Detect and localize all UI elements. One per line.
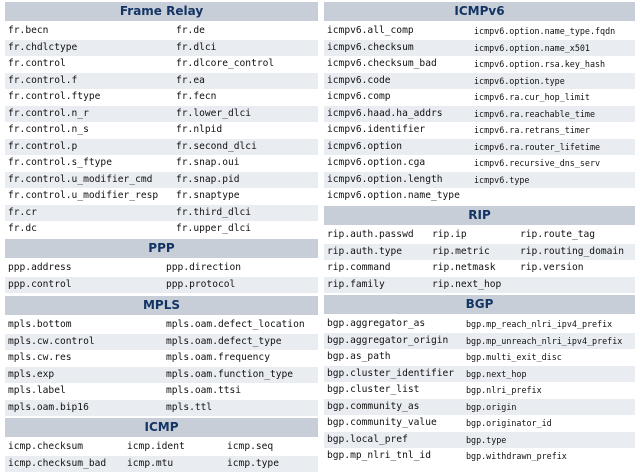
field-name: fr.third_dlci (176, 206, 252, 218)
field-name: fr.chdlctype (8, 41, 78, 53)
frame-relay-row (5, 89, 318, 106)
frame-relay-title: Frame Relay (5, 2, 318, 23)
field-name: fr.lower_dlci (176, 107, 252, 119)
field-name: rip.routing_domain (520, 245, 624, 257)
field-name: icmpv6.checksum (327, 41, 414, 53)
field-name: icmpv6.ra.reachable_time (474, 108, 596, 119)
field-name: fr.becn (8, 25, 49, 36)
bgp-row (324, 349, 635, 366)
icmpv6-row (324, 172, 635, 189)
field-name: icmpv6.checksum_bad (327, 58, 437, 69)
field-name: mpls.label (8, 385, 66, 396)
rip-row (324, 260, 635, 277)
field-name: bgp.community_value (327, 417, 437, 428)
icmp-row (5, 439, 318, 456)
frame-relay-row (5, 73, 318, 90)
mpls-row (5, 367, 318, 384)
field-name: icmpv6.option.length (327, 173, 443, 185)
field-name: bgp.as_path (327, 351, 391, 362)
rip-panel (324, 206, 635, 293)
icmpv6-row (324, 40, 635, 57)
mpls-row (5, 400, 318, 417)
icmpv6-title: ICMPv6 (324, 2, 635, 23)
field-name: fr.nlpid (176, 124, 223, 135)
field-name: mpls.oam.ttsi (166, 385, 242, 396)
field-name: fr.control.f (8, 74, 78, 86)
icmp-title: ICMP (5, 418, 318, 439)
bgp-row (324, 366, 635, 383)
field-name: icmpv6.option.type (474, 75, 565, 86)
bgp-row (324, 448, 635, 465)
field-name: icmpv6.haad.ha_addrs (327, 107, 443, 119)
icmpv6-row (324, 188, 635, 205)
field-name: mpls.oam.defect_location (166, 319, 305, 330)
field-name: fr.control (8, 58, 66, 69)
icmpv6-rows (324, 23, 635, 205)
field-name: mpls.oam.bip16 (8, 401, 89, 413)
field-name: bgp.cluster_list (327, 384, 420, 395)
field-name: ppp.address (8, 262, 72, 273)
bgp-row (324, 399, 635, 416)
field-name: icmp.checksum (8, 441, 84, 452)
field-name: bgp.origin (466, 401, 517, 412)
field-name: fr.control.p (8, 140, 78, 152)
rip-row (324, 227, 635, 244)
icmpv6-row (324, 89, 635, 106)
field-name: bgp.originator_id (466, 418, 552, 428)
field-name: bgp.next_hop (466, 368, 527, 379)
field-name: fr.control.s_ftype (8, 157, 112, 168)
frame-relay-row (5, 139, 318, 156)
field-name: fr.fecn (176, 91, 217, 102)
field-name: bgp.aggregator_as (327, 318, 426, 329)
frame-relay-row (5, 106, 318, 123)
icmpv6-row (324, 23, 635, 40)
field-name: icmp.type (227, 457, 279, 469)
field-name: bgp.withdrawn_prefix (466, 451, 567, 461)
field-name: rip.netmask (432, 262, 496, 273)
frame-relay-row (5, 205, 318, 222)
field-name: icmp.mtu (127, 457, 174, 469)
frame-relay-rows (5, 23, 318, 238)
ppp-row (5, 260, 318, 277)
field-name: rip.command (327, 262, 391, 273)
field-name: icmpv6.type (474, 174, 530, 185)
field-name: ppp.protocol (166, 278, 236, 290)
field-name: bgp.nlri_prefix (466, 385, 542, 395)
rip-row (324, 244, 635, 261)
field-name: rip.route_tag (520, 229, 596, 240)
field-name: bgp.mp_nlri_tnl_id (327, 450, 431, 461)
field-name: ppp.control (8, 278, 72, 290)
field-name: bgp.cluster_identifier (327, 367, 455, 379)
field-name: bgp.mp_unreach_nlri_ipv4_prefix (466, 335, 623, 346)
bgp-row (324, 415, 635, 432)
field-name: ppp.direction (166, 262, 242, 273)
rip-rows (324, 227, 635, 293)
frame-relay-row (5, 172, 318, 189)
field-name: icmp.checksum_bad (8, 457, 107, 469)
field-name: bgp.multi_exit_disc (466, 352, 562, 362)
field-name: fr.cr (8, 206, 37, 218)
field-name: rip.family (327, 278, 385, 290)
bgp-rows (324, 316, 635, 465)
field-name: fr.dlci (176, 41, 217, 53)
field-name: bgp.aggregator_origin (327, 334, 449, 346)
frame-relay-row (5, 40, 318, 57)
field-name: mpls.cw.res (8, 352, 72, 363)
frame-relay-row (5, 56, 318, 73)
icmp-row (5, 456, 318, 472)
field-name: icmpv6.option.name_type (327, 190, 460, 201)
field-name: fr.control.u_modifier_cmd (8, 173, 153, 185)
icmpv6-row (324, 155, 635, 172)
field-name: mpls.ttl (166, 401, 213, 413)
bgp-row (324, 333, 635, 350)
icmpv6-row (324, 73, 635, 90)
field-name: icmpv6.all_comp (327, 25, 414, 36)
field-name: icmpv6.recursive_dns_serv (474, 158, 601, 168)
field-name: icmpv6.ra.router_lifetime (474, 141, 601, 152)
field-name: icmpv6.ra.retrans_timer (474, 125, 590, 135)
field-name: fr.control.ftype (8, 91, 101, 102)
field-name: fr.control.u_modifier_resp (8, 190, 159, 201)
icmpv6-panel (324, 2, 635, 205)
field-name: fr.upper_dlci (176, 223, 252, 234)
mpls-row (5, 350, 318, 367)
icmp-rows (5, 439, 318, 472)
frame-relay-row (5, 188, 318, 205)
frame-relay-panel (5, 2, 318, 238)
frame-relay-row (5, 122, 318, 139)
ppp-row (5, 277, 318, 294)
field-name: icmpv6.option.cga (327, 157, 426, 168)
field-name: fr.ea (176, 74, 205, 86)
mpls-row (5, 334, 318, 351)
field-name: icmpv6.ra.cur_hop_limit (474, 92, 590, 102)
field-name: bgp.local_pref (327, 433, 408, 445)
field-name: icmpv6.code (327, 74, 391, 86)
icmpv6-row (324, 56, 635, 73)
field-name: fr.control.n_s (8, 124, 89, 135)
mpls-panel (5, 296, 318, 416)
field-name: icmpv6.option (327, 140, 403, 152)
frame-relay-row (5, 23, 318, 40)
frame-relay-row (5, 221, 318, 238)
mpls-title: MPLS (5, 296, 318, 317)
mpls-row (5, 383, 318, 400)
field-name: mpls.exp (8, 368, 55, 380)
field-name: mpls.oam.function_type (166, 368, 294, 380)
bgp-row (324, 432, 635, 449)
ppp-panel (5, 239, 318, 293)
field-name: mpls.oam.frequency (166, 352, 270, 363)
field-name: icmpv6.comp (327, 91, 391, 102)
rip-title: RIP (324, 206, 635, 227)
field-name: icmpv6.identifier (327, 124, 426, 135)
field-name: mpls.cw.control (8, 335, 95, 347)
field-name: fr.dc (8, 223, 37, 234)
rip-row (324, 277, 635, 294)
ppp-title: PPP (5, 239, 318, 260)
mpls-rows (5, 317, 318, 416)
field-name: rip.version (520, 262, 584, 273)
icmp-panel (5, 418, 318, 472)
field-name: fr.dlcore_control (176, 58, 275, 69)
field-name: rip.ip (432, 229, 467, 240)
field-name: bgp.community_as (327, 400, 420, 412)
field-name: rip.auth.type (327, 245, 403, 257)
field-name: fr.snap.oui (176, 157, 240, 168)
field-name: fr.snaptype (176, 190, 240, 201)
field-name: fr.de (176, 25, 205, 36)
icmpv6-row (324, 106, 635, 123)
bgp-title: BGP (324, 295, 635, 316)
field-name: icmp.ident (127, 441, 185, 452)
field-name: mpls.bottom (8, 319, 72, 330)
mpls-row (5, 317, 318, 334)
bgp-panel (324, 295, 635, 465)
field-name: bgp.mp_reach_nlri_ipv4_prefix (466, 319, 613, 329)
field-name: mpls.oam.defect_type (166, 335, 282, 347)
field-name: bgp.type (466, 434, 507, 445)
frame-relay-row (5, 155, 318, 172)
bgp-row (324, 382, 635, 399)
icmpv6-row (324, 139, 635, 156)
field-name: icmpv6.option.rsa.key_hash (474, 59, 606, 69)
field-name: rip.auth.passwd (327, 229, 414, 240)
ppp-rows (5, 260, 318, 293)
field-name: icmpv6.option.name_x501 (474, 42, 590, 53)
field-name: fr.control.n_r (8, 107, 89, 119)
field-name: icmpv6.option.name_type.fqdn (474, 26, 616, 36)
bgp-row (324, 316, 635, 333)
icmpv6-row (324, 122, 635, 139)
field-name: fr.snap.pid (176, 173, 240, 185)
field-name: rip.next_hop (432, 278, 502, 290)
field-name: fr.second_dlci (176, 140, 257, 152)
field-name: rip.metric (432, 245, 490, 257)
field-name: icmp.seq (227, 441, 274, 452)
